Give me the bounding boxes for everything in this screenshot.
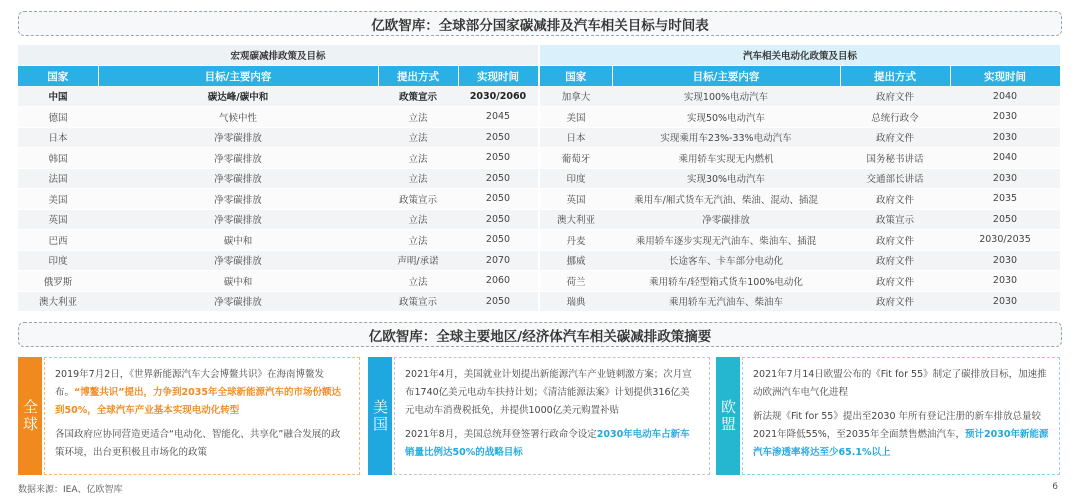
table-cell: 2050 xyxy=(458,291,538,312)
table-cell: 澳大利亚 xyxy=(540,209,612,230)
table-row xyxy=(540,168,1060,189)
table-row xyxy=(18,230,538,251)
table-cell: 日本 xyxy=(18,127,98,148)
eu-paragraph-1: 2021年7月14日欧盟公布的《Fit for 55》制定了碳排放目标，加速推动欧洲汽车电气化进程 xyxy=(753,369,1047,398)
table-row xyxy=(18,271,538,292)
table-cell: 2050 xyxy=(458,127,538,148)
table-cell: 日本 xyxy=(540,127,612,148)
table-cell: 立法 xyxy=(378,148,458,169)
table-cell: 乘用轿车实现无内燃机 xyxy=(612,148,840,169)
table-cell: 净零碳排放 xyxy=(98,291,378,312)
table-cell: 荷兰 xyxy=(540,271,612,292)
region-box-usa xyxy=(394,357,710,475)
table-cell: 净零碳排放 xyxy=(98,127,378,148)
region-box-global xyxy=(44,357,360,475)
table-row xyxy=(540,209,1060,230)
table-cell: 2040 xyxy=(950,148,1060,169)
table-cell: 立法 xyxy=(378,107,458,128)
table-cell: 加拿大 xyxy=(540,86,612,107)
table-cell: 2050 xyxy=(458,230,538,251)
table-cell: 政策宣示 xyxy=(378,291,458,312)
table-cell: 葡萄牙 xyxy=(540,148,612,169)
usa-paragraph-1: 2021年4月，美国就业计划提出新能源汽车产业链刺激方案；次月宣布1740亿美元电动车扶持计划；《清洁能源法案》计划提供316亿美元电动车消费税抵免，并提供1000亿美元购置补贴 xyxy=(405,369,692,416)
table-cell: 2050 xyxy=(950,209,1060,230)
table-cell: 气候中性 xyxy=(98,107,378,128)
table-row xyxy=(18,107,538,128)
table-cell: 巴西 xyxy=(18,230,98,251)
table-cell: 立法 xyxy=(378,209,458,230)
table-cell: 政策宣示 xyxy=(840,209,950,230)
table-cell: 2045 xyxy=(458,107,538,128)
title-bar xyxy=(18,11,1062,36)
table-cell: 乘用轿车/轻型箱式货车100%电动化 xyxy=(612,271,840,292)
table-row xyxy=(540,271,1060,292)
table-cell: 2035 xyxy=(950,189,1060,210)
column-header: 国家 xyxy=(18,66,98,86)
table-cell: 乘用轿车逐步实现无汽油车、柴油车、插混 xyxy=(612,230,840,251)
table-cell: 2050 xyxy=(458,168,538,189)
summary-title: 亿欧智库：全球主要地区/经济体汽车相关碳减排政策摘要 xyxy=(368,328,712,345)
table-cell: 碳中和 xyxy=(98,271,378,292)
table-cell: 净零碳排放 xyxy=(98,250,378,271)
eu-text: 新法规《Fit for 55》提出至2030 年所有登记注册的新车排放总量较2021年降低55%，至2035年全面禁售燃油汽车， xyxy=(753,411,1042,440)
summary-title-bar xyxy=(18,322,1062,347)
table-cell: 2050 xyxy=(458,148,538,169)
table-cell: 政府文件 xyxy=(840,127,950,148)
table-row xyxy=(540,250,1060,271)
auto-policy-table xyxy=(540,66,1061,312)
table-cell: 2030/2060 xyxy=(458,86,538,107)
table-cell: 净零碳排放 xyxy=(612,209,840,230)
table-cell: 法国 xyxy=(18,168,98,189)
table-cell: 立法 xyxy=(378,271,458,292)
table-cell: 实现100%电动汽车 xyxy=(612,86,840,107)
table-cell: 2030 xyxy=(950,127,1060,148)
table-row xyxy=(540,291,1060,312)
table-cell: 2030 xyxy=(950,168,1060,189)
table-cell: 2070 xyxy=(458,250,538,271)
table-cell: 碳达峰/碳中和 xyxy=(98,86,378,107)
table-row xyxy=(18,189,538,210)
table-row xyxy=(18,291,538,312)
usa-paragraph-2 xyxy=(405,426,699,462)
column-header: 目标/主要内容 xyxy=(612,66,840,86)
page-number: 6 xyxy=(1052,482,1058,492)
table-cell: 英国 xyxy=(540,189,612,210)
table-row xyxy=(18,148,538,169)
global-text: 2019年7月2日，《世界新能源汽车大会博鳌共识》在海南博鳌发布。 xyxy=(55,369,325,398)
table-cell: 印度 xyxy=(540,168,612,189)
table-cell: 俄罗斯 xyxy=(18,271,98,292)
table-cell: 立法 xyxy=(378,168,458,189)
table-row xyxy=(540,107,1060,128)
region-tag-global: 全球 xyxy=(18,357,42,475)
global-paragraph-1 xyxy=(55,366,349,420)
table-cell: 2040 xyxy=(950,86,1060,107)
table-cell: 美国 xyxy=(540,107,612,128)
eu-highlight: 预计2030年新能源汽车渗透率将达至少65.1%以上 xyxy=(753,429,1049,458)
table-cell: 2030/2035 xyxy=(950,230,1060,251)
table-cell: 2050 xyxy=(458,209,538,230)
table-cell: 2030 xyxy=(950,107,1060,128)
table-cell: 挪威 xyxy=(540,250,612,271)
table-cell: 立法 xyxy=(378,127,458,148)
table-cell: 政策宣示 xyxy=(378,189,458,210)
region-tag-eu: 欧盟 xyxy=(716,357,740,475)
table-cell: 总统行政令 xyxy=(840,107,950,128)
table-cell: 立法 xyxy=(378,230,458,251)
column-header: 提出方式 xyxy=(840,66,950,86)
table-cell: 实现50%电动汽车 xyxy=(612,107,840,128)
page-title: 亿欧智库：全球部分国家碳减排及汽车相关目标与时间表 xyxy=(371,17,709,34)
table-cell: 政府文件 xyxy=(840,86,950,107)
table-cell: 净零碳排放 xyxy=(98,148,378,169)
table-cell: 美国 xyxy=(18,189,98,210)
column-header: 实现时间 xyxy=(950,66,1060,86)
column-header: 提出方式 xyxy=(378,66,458,86)
table-row xyxy=(18,209,538,230)
table-cell: 交通部长讲话 xyxy=(840,168,950,189)
table-cell: 2050 xyxy=(458,189,538,210)
table-cell: 国务秘书讲话 xyxy=(840,148,950,169)
table-cell: 长途客车、卡车部分电动化 xyxy=(612,250,840,271)
table-row xyxy=(540,127,1060,148)
table-cell: 政府文件 xyxy=(840,250,950,271)
table-cell: 澳大利亚 xyxy=(18,291,98,312)
table-cell: 实现乘用车23%-33%电动汽车 xyxy=(612,127,840,148)
global-paragraph-2: 各国政府应协同营造更适合“电动化、智能化、共享化”融合发展的政策环境，出台更积极且市场化的政策 xyxy=(55,429,341,458)
eu-paragraph-2 xyxy=(753,408,1049,462)
table-cell: 乘用轿车无汽油车、柴油车 xyxy=(612,291,840,312)
table-cell: 政府文件 xyxy=(840,271,950,292)
column-header: 国家 xyxy=(540,66,612,86)
table-row xyxy=(540,86,1060,107)
table-row xyxy=(540,230,1060,251)
table-cell: 声明/承诺 xyxy=(378,250,458,271)
table-cell: 碳中和 xyxy=(98,230,378,251)
usa-text: 2021年8月，美国总统拜登签署行政命令设定 xyxy=(405,429,597,440)
source-note: 数据来源：IEA、亿欧智库 xyxy=(18,485,123,495)
table-row xyxy=(540,148,1060,169)
table-row xyxy=(540,189,1060,210)
table-cell: 乘用车/厢式货车无汽油、柴油、混动、插混 xyxy=(612,189,840,210)
table-cell: 政府文件 xyxy=(840,189,950,210)
table-cell: 韩国 xyxy=(18,148,98,169)
table-row xyxy=(18,86,538,107)
table-row xyxy=(18,168,538,189)
column-header: 实现时间 xyxy=(458,66,538,86)
table-row xyxy=(18,127,538,148)
table-cell: 2030 xyxy=(950,291,1060,312)
table-cell: 政府文件 xyxy=(840,291,950,312)
table-cell: 净零碳排放 xyxy=(98,189,378,210)
table-cell: 净零碳排放 xyxy=(98,168,378,189)
macro-policy-table xyxy=(18,66,539,312)
table-cell: 英国 xyxy=(18,209,98,230)
table-cell: 2030 xyxy=(950,271,1060,292)
macro-section-title: 宏观碳减排政策及目标 xyxy=(18,45,538,65)
region-tag-usa: 美国 xyxy=(368,357,392,475)
table-cell: 德国 xyxy=(18,107,98,128)
auto-section-title: 汽车相关电动化政策及目标 xyxy=(540,45,1060,65)
table-cell: 丹麦 xyxy=(540,230,612,251)
table-row xyxy=(18,250,538,271)
column-header: 目标/主要内容 xyxy=(98,66,378,86)
global-highlight: “博鳌共识”提出，力争到2035年全球新能源汽车的市场份额达到50%，全球汽车产业基本实现电动化转型 xyxy=(55,387,341,416)
table-cell: 瑞典 xyxy=(540,291,612,312)
table-cell: 2030 xyxy=(950,250,1060,271)
usa-highlight: 2030年电动车占新车销量比例达50%的战略目标 xyxy=(405,429,690,458)
table-cell: 政策宣示 xyxy=(378,86,458,107)
table-cell: 中国 xyxy=(18,86,98,107)
table-cell: 实现30%电动汽车 xyxy=(612,168,840,189)
table-cell: 净零碳排放 xyxy=(98,209,378,230)
table-cell: 政府文件 xyxy=(840,230,950,251)
table-cell: 印度 xyxy=(18,250,98,271)
table-cell: 2060 xyxy=(458,271,538,292)
region-box-eu xyxy=(742,357,1060,475)
